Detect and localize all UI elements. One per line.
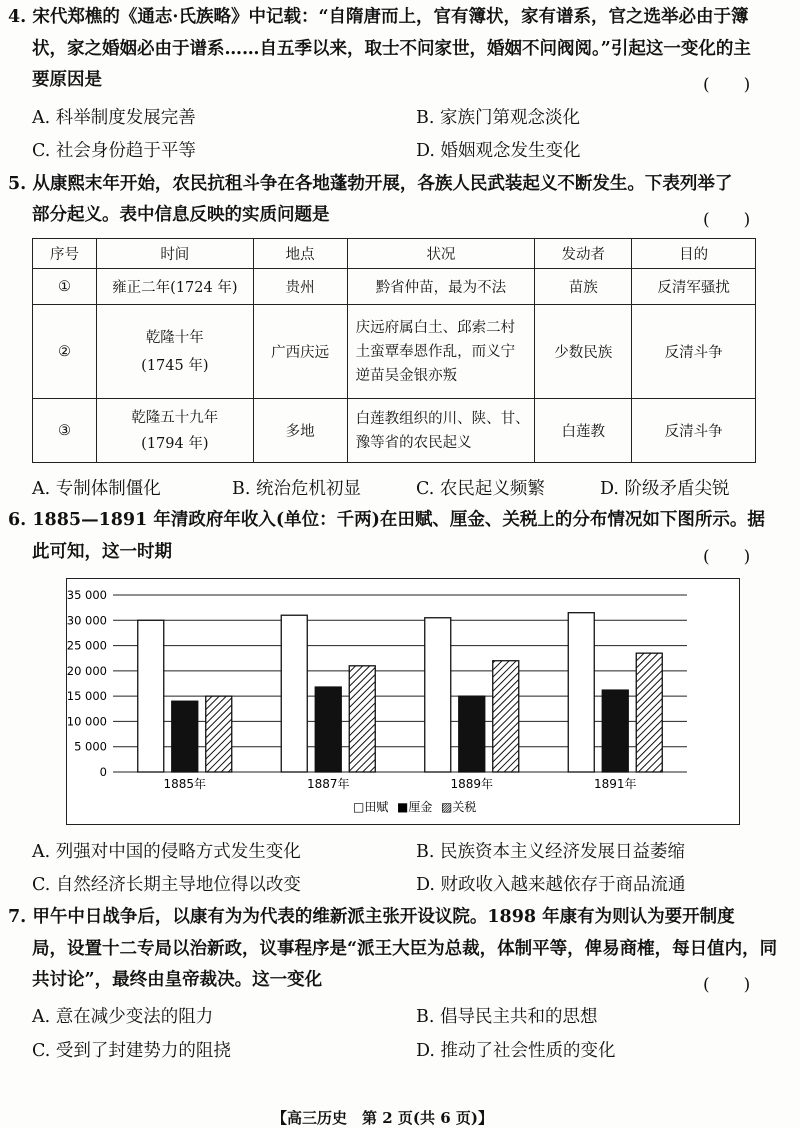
bar-关税	[206, 696, 232, 772]
y-tick-label: 10 000	[67, 714, 107, 729]
table-cell: ①	[33, 269, 97, 305]
table-cell	[96, 305, 253, 399]
bar-厘金	[315, 687, 341, 772]
table-cell: 反清军骚扰	[632, 269, 756, 305]
table-cell: 反清斗争	[632, 305, 756, 399]
table-header: 发动者	[535, 239, 632, 269]
table-cell-line: 豫等省的农民起义	[355, 434, 472, 451]
q5-option-c[interactable]: C. 农民起义频繁	[416, 479, 545, 499]
bar-关税	[493, 661, 519, 772]
q7-option-c[interactable]: C. 受到了封建势力的阻挠	[32, 1041, 231, 1061]
q5-stem-line2: 部分起义。表中信息反映的实质问题是	[32, 205, 330, 225]
y-tick-label: 20 000	[67, 663, 107, 678]
table-cell	[96, 399, 253, 463]
table-cell-line: (1745 年)	[141, 357, 209, 374]
q7-stem-line2: 局，设置十二专局以治新政，议事程序是“派王大臣为总裁，体制平等，俾易商榷，每日值内，同	[32, 939, 778, 959]
table-header: 状况	[347, 239, 535, 269]
q4-answer-paren[interactable]: ( )	[703, 75, 751, 95]
q7-option-b[interactable]: B. 倡导民主共和的思想	[416, 1007, 598, 1027]
q4-option-a[interactable]: A. 科举制度发展完善	[32, 108, 196, 128]
table-cell: 黔省仲苗，最为不法	[347, 269, 535, 305]
q6-answer-paren[interactable]: ( )	[703, 547, 751, 567]
q5-option-a[interactable]: A. 专制体制僵化	[32, 479, 161, 499]
bar-厘金	[459, 696, 485, 772]
q4-stem-line2: 状，家之婚姻必由于谱系……自五季以来，取士不问家世，婚姻不问阀阅。”引起这一变化的主	[32, 39, 751, 59]
table-cell: ③	[33, 399, 97, 463]
x-tick-label: 1891年	[593, 777, 637, 791]
q7-option-d[interactable]: D. 推动了社会性质的变化	[416, 1041, 616, 1061]
q4-stem-line3: 要原因是	[32, 70, 102, 90]
table-header-row	[33, 239, 756, 269]
table-cell: 广西庆远	[253, 305, 347, 399]
table-row	[33, 305, 756, 399]
table-cell-line: (1794 年)	[141, 435, 209, 452]
revenue-chart-frame	[66, 578, 740, 825]
table-header: 地点	[253, 239, 347, 269]
table-header: 序号	[33, 239, 97, 269]
table-header: 时间	[96, 239, 253, 269]
y-tick-label: 25 000	[67, 638, 107, 653]
table-cell	[347, 305, 535, 399]
q7-answer-paren[interactable]: ( )	[703, 975, 751, 995]
bar-田赋	[425, 618, 451, 772]
table-cell-line: 乾隆五十九年	[131, 409, 219, 426]
q6-option-a[interactable]: A. 列强对中国的侵略方式发生变化	[32, 842, 301, 862]
bar-田赋	[281, 615, 307, 772]
legend-entry: □田赋	[353, 800, 389, 814]
q4-option-c[interactable]: C. 社会身份趋于平等	[32, 141, 196, 161]
legend-entry: ■厘金	[397, 800, 433, 814]
q4-stem-line1: 4. 宋代郑樵的《通志·氏族略》中记载：“自隋唐而上，官有簿状，家有谱系，官之选举必由于簿	[8, 7, 749, 27]
table-cell: 苗族	[535, 269, 632, 305]
table-cell: 少数民族	[535, 305, 632, 399]
table-cell: ②	[33, 305, 97, 399]
table-cell: 贵州	[253, 269, 347, 305]
q7-option-a[interactable]: A. 意在减少变法的阻力	[32, 1007, 214, 1027]
table-header: 目的	[632, 239, 756, 269]
q5-option-b[interactable]: B. 统治危机初显	[232, 479, 361, 499]
table-cell: 白莲教	[535, 399, 632, 463]
q6-option-d[interactable]: D. 财政收入越来越依存于商品流通	[416, 875, 686, 895]
uprising-table	[32, 238, 756, 463]
q6-option-b[interactable]: B. 民族资本主义经济发展日益萎缩	[416, 842, 685, 862]
bar-厘金	[172, 701, 198, 772]
y-tick-label: 30 000	[67, 613, 107, 628]
table-cell: 多地	[253, 399, 347, 463]
table-cell-line: 乾隆十年	[145, 329, 204, 346]
table-cell-line: 庆远府属白土、邱索二村	[355, 319, 516, 336]
q5-option-d[interactable]: D. 阶级矛盾尖锐	[600, 479, 730, 499]
x-tick-label: 1889年	[450, 777, 494, 791]
bar-关税	[636, 653, 662, 772]
y-tick-label: 35 000	[67, 588, 107, 602]
revenue-bar-chart	[67, 579, 739, 824]
table-row	[33, 399, 756, 463]
q6-stem-line2: 此可知，这一时期	[32, 542, 172, 562]
q4-option-d[interactable]: D. 婚姻观念发生变化	[416, 141, 581, 161]
table-cell: 雍正二年(1724 年)	[96, 269, 253, 305]
page-footer: 【高三历史 第 2 页(共 6 页)】	[272, 1109, 493, 1127]
q5-answer-paren[interactable]: ( )	[703, 210, 751, 230]
bar-厘金	[602, 690, 628, 772]
table-cell: 反清斗争	[632, 399, 756, 463]
bar-关税	[349, 666, 375, 772]
q7-stem-line1: 7. 甲午中日战争后，以康有为为代表的维新派主张开设议院。1898 年康有为则认为要开制度	[8, 907, 735, 927]
q7-stem-line3: 共讨论”，最终由皇帝裁决。这一变化	[32, 970, 323, 990]
table-cell	[347, 399, 535, 463]
q5-stem-line1: 5. 从康熙末年开始，农民抗租斗争在各地蓬勃开展，各族人民武装起义不断发生。下表列举了	[8, 174, 733, 194]
y-tick-label: 0	[99, 765, 107, 779]
q6-option-c[interactable]: C. 自然经济长期主导地位得以改变	[32, 875, 301, 895]
y-tick-label: 5 000	[74, 739, 107, 754]
y-tick-label: 15 000	[67, 689, 107, 704]
q6-stem-line1: 6. 1885—1891 年清政府年收入(单位：千两)在田赋、厘金、关税上的分布情况如下图所示。据	[8, 510, 765, 530]
x-tick-label: 1885年	[163, 777, 207, 791]
table-cell-line: 土蛮覃奉恩作乱，而义宁	[355, 343, 516, 360]
legend-entry: ▨关税	[441, 800, 477, 814]
q4-option-b[interactable]: B. 家族门第观念淡化	[416, 108, 580, 128]
bar-田赋	[568, 613, 594, 772]
table-cell-line: 白莲教组织的川、陕、甘、	[355, 410, 530, 427]
x-tick-label: 1887年	[306, 777, 350, 791]
table-cell-line: 逆苗吴金银亦叛	[355, 367, 458, 384]
bar-田赋	[138, 620, 164, 772]
table-row	[33, 269, 756, 305]
